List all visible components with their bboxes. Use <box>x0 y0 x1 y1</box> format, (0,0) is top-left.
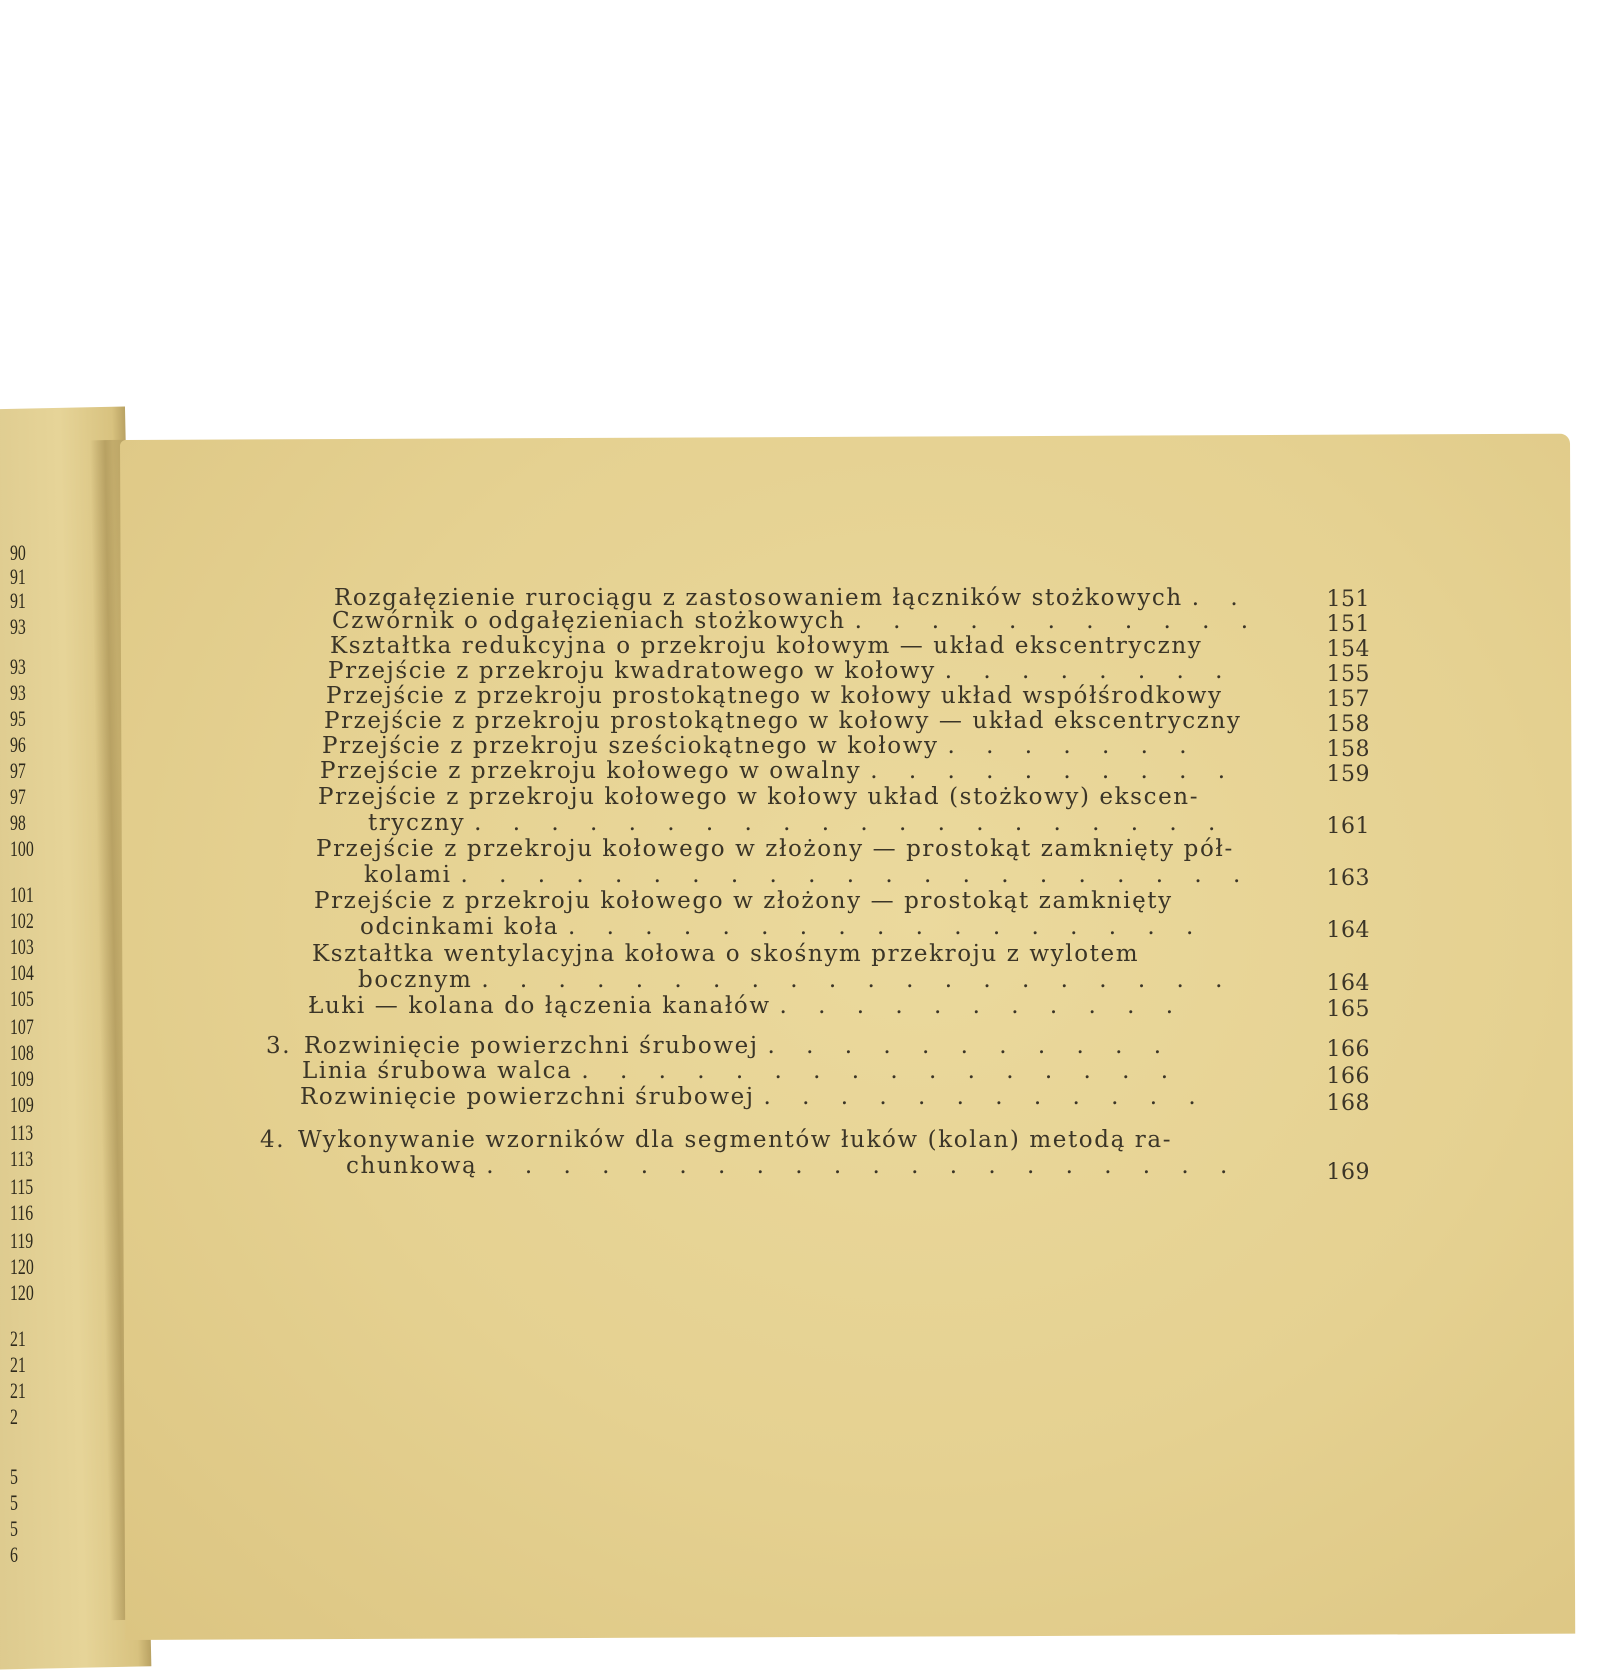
previous-page-number: 21 <box>10 1326 26 1351</box>
toc-entry[interactable] <box>326 683 1223 709</box>
dot-leader: . . . . . . . . . . . . . . . . . <box>568 914 1206 940</box>
dot-leader: . . . . . . . . . . . . . . . . <box>581 1058 1181 1084</box>
toc-entry-continuation <box>360 914 1205 940</box>
toc-page-number: 161 <box>1326 814 1370 839</box>
toc-entry[interactable] <box>316 836 1234 862</box>
previous-page-number: 119 <box>10 1228 34 1253</box>
previous-page-number: 107 <box>10 1014 34 1039</box>
toc-page-number: 166 <box>1326 1064 1370 1089</box>
previous-page-number: 5 <box>10 1516 18 1541</box>
dot-leader: . . <box>1191 585 1250 611</box>
toc-page-number: 159 <box>1326 762 1370 787</box>
previous-page-number: 103 <box>10 934 34 959</box>
toc-entry-title: Przejście z przekroju kołowego w złożony — prostokąt zamknięty pół- <box>316 836 1234 862</box>
toc-entry-title-cont: tryczny <box>368 810 466 836</box>
previous-page-number: 120 <box>10 1254 34 1279</box>
toc-entry[interactable] <box>308 993 1185 1019</box>
previous-page-number: 6 <box>10 1542 18 1567</box>
dot-leader: . . . . . . . . . . . <box>767 1033 1174 1059</box>
dot-leader: . . . . . . . . . . . . . . . . . . . . <box>474 810 1228 836</box>
previous-page-number: 108 <box>10 1040 34 1065</box>
toc-entry[interactable] <box>300 1084 1208 1110</box>
dot-leader: . . . . . . . . . . . . . . . . . . . . <box>486 1153 1240 1179</box>
toc-entry[interactable] <box>314 888 1173 914</box>
previous-page-number: 97 <box>10 784 26 809</box>
toc-section-number: 4. <box>260 1127 286 1153</box>
toc-entry-title: Kształtka wentylacyjna kołowa o skośnym przekroju z wylotem <box>312 941 1140 967</box>
toc-entry-title: Przejście z przekroju kołowego w złożony — prostokąt zamknięty <box>314 888 1173 914</box>
toc-section-title-cont: chunkową <box>346 1153 478 1179</box>
toc-page-number: 154 <box>1326 637 1370 662</box>
previous-page-number: 93 <box>10 680 26 705</box>
toc-section[interactable] <box>304 1033 1173 1059</box>
toc-entry-title: Rozgałęzienie rurociągu z zastosowaniem łączników stożkowych <box>334 585 1183 611</box>
toc-entry-continuation <box>358 967 1234 993</box>
dot-leader: . . . . . . . . . . . . <box>763 1084 1208 1110</box>
previous-page-number: 113 <box>10 1146 34 1171</box>
toc-entry-title: Czwórnik o odgałęzieniach stożkowych <box>332 608 846 634</box>
dot-leader: . . . . . . . . . . <box>870 758 1238 784</box>
previous-page-number: 109 <box>10 1092 34 1117</box>
toc-page-number: 151 <box>1326 612 1370 637</box>
toc-entry[interactable] <box>332 608 1260 634</box>
toc-entry[interactable] <box>312 941 1139 967</box>
toc-entry[interactable] <box>324 708 1242 734</box>
dot-leader: . . . . . . . . . . . . . . . . . . . . . <box>460 862 1253 888</box>
toc-page-number: 168 <box>1326 1091 1370 1116</box>
toc-entry-title: Kształtka redukcyjna o przekroju kołowym — układ ekscentryczny <box>330 633 1203 659</box>
toc-page-number: 158 <box>1326 712 1370 737</box>
toc-entry-title: Łuki — kolana do łączenia kanałów <box>308 993 771 1019</box>
toc-entry-title: Przejście z przekroju prostokątnego w kołowy — układ ekscentryczny <box>324 708 1242 734</box>
toc-page-number: 164 <box>1326 918 1370 943</box>
previous-page-number: 109 <box>10 1066 34 1091</box>
toc-entry-continuation <box>368 810 1227 836</box>
toc-page-number: 165 <box>1326 997 1370 1022</box>
toc-entry-title: Przejście z przekroju sześciokątnego w kołowy <box>322 733 939 759</box>
toc-entry[interactable] <box>318 784 1199 810</box>
toc-page-number: 157 <box>1326 687 1370 712</box>
previous-page-number: 104 <box>10 960 34 985</box>
dot-leader: . . . . . . . . . . . . . . . . . . . . <box>481 967 1235 993</box>
previous-page-number: 95 <box>10 706 26 731</box>
previous-page-number: 21 <box>10 1352 26 1377</box>
previous-page-number: 21 <box>10 1378 26 1403</box>
toc-entry-title: Rozwinięcie powierzchni śrubowej <box>300 1084 755 1110</box>
toc-entry-title-cont: odcinkami koła <box>360 914 560 940</box>
toc-section-title: Rozwinięcie powierzchni śrubowej <box>304 1033 759 1059</box>
toc-entry-title: Przejście z przekroju kołowego w owalny <box>320 758 862 784</box>
toc-page-number: 164 <box>1326 971 1370 996</box>
dot-leader: . . . . . . . <box>947 733 1199 759</box>
previous-page-number: 100 <box>10 836 34 861</box>
toc-entry-continuation <box>364 862 1252 888</box>
toc-section[interactable] <box>298 1127 1172 1153</box>
toc-entry-title-cont: kolami <box>364 862 452 888</box>
toc-entry-title-cont: bocznym <box>358 967 473 993</box>
toc-section-continuation <box>346 1153 1239 1179</box>
toc-entry[interactable] <box>320 758 1237 784</box>
previous-page-number: 102 <box>10 908 34 933</box>
toc-page-number: 155 <box>1326 662 1370 687</box>
previous-page-number: 2 <box>10 1404 18 1429</box>
previous-page-number: 5 <box>10 1490 18 1515</box>
previous-page-number: 93 <box>10 614 26 639</box>
toc-page-number: 166 <box>1326 1037 1370 1062</box>
previous-page-number: 116 <box>10 1200 34 1225</box>
toc-page-number: 169 <box>1326 1160 1370 1185</box>
toc-page-number: 163 <box>1326 866 1370 891</box>
dot-leader: . . . . . . . . . . . <box>854 608 1261 634</box>
previous-page-number: 91 <box>10 588 26 613</box>
toc-page-number: 158 <box>1326 737 1370 762</box>
toc-entry-title: Linia śrubowa walca <box>302 1058 573 1084</box>
toc-entry-title: Przejście z przekroju prostokątnego w kołowy układ współśrodkowy <box>326 683 1223 709</box>
previous-page-number: 97 <box>10 758 26 783</box>
previous-page-number: 5 <box>10 1464 18 1489</box>
previous-page-number: 115 <box>10 1174 34 1199</box>
toc-entry[interactable] <box>330 633 1202 659</box>
toc-entry[interactable] <box>322 733 1199 759</box>
toc-entry[interactable] <box>328 658 1234 684</box>
dot-leader: . . . . . . . . <box>944 658 1235 684</box>
previous-page-number: 98 <box>10 810 26 835</box>
previous-page-number: 120 <box>10 1280 34 1305</box>
dot-leader: . . . . . . . . . . . <box>779 993 1186 1019</box>
previous-page-number: 90 <box>10 540 26 565</box>
previous-page-number: 93 <box>10 654 26 679</box>
toc-page-number: 151 <box>1326 587 1370 612</box>
toc-section-number: 3. <box>266 1033 292 1059</box>
toc-entry-title: Przejście z przekroju kwadratowego w kołowy <box>328 658 936 684</box>
previous-page-number: 113 <box>10 1120 34 1145</box>
previous-page-number: 96 <box>10 732 26 757</box>
previous-page-number: 101 <box>10 882 34 907</box>
previous-page-number: 105 <box>10 986 34 1011</box>
toc-section-title: Wykonywanie wzorników dla segmentów łuków (kolan) metodą ra- <box>298 1127 1173 1153</box>
previous-page-number: 91 <box>10 564 26 589</box>
toc-entry-title: Przejście z przekroju kołowego w kołowy układ (stożkowy) ekscen- <box>318 784 1200 810</box>
toc-entry[interactable] <box>302 1058 1180 1084</box>
